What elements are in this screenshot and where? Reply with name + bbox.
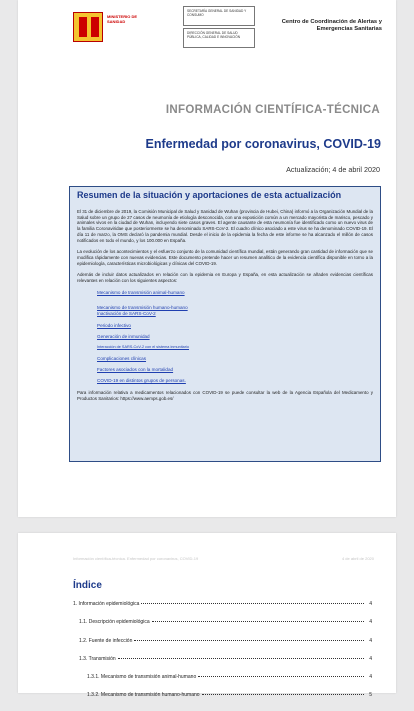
section-title: INFORMACIÓN CIENTÍFICA-TÉCNICA [165, 104, 380, 116]
topic-links [97, 290, 373, 385]
summary-paragraph-1: El 31 de diciembre de 2019, la Comisión Municipal de Salud y Sanidad de Wuhan (provincia de Hubei, China) informó a la Organización Mundial de la Salud sobre un grupo de 27 casos de neumonía de etiología desconocida, con una exposición común a un mercado mayorista de marisco, pescado y animales vivos en la ciudad de Wuhan, incluyendo siete casos graves. El agente causante de esta neumonía fue identificado como un nuevo virus de la familia Coronaviridae que posteriormente se ha denominado SARS-CoV-2. El cuadro clínico asociado a este virus se ha denominado COVID-19. El día 11 de marzo, la OMS declaró la pandemia mundial. Desde el inicio de la epidemia la fecha de este informe se ha alcanzado el millón de casos notificados en todo el mundo, y los 100.000 en España. [77, 209, 373, 243]
centro-title: Centro de Coordinación de Alertas y Emergencias Sanitarias [281, 19, 382, 32]
toc-entry[interactable] [73, 638, 372, 656]
toc-entry-text: 1.1. Descripción epidemiológica [79, 619, 150, 626]
toc-entry-text: 1. Información epidemiológica [73, 601, 140, 607]
link-transmision-animal[interactable]: Mecanismo de transmisión animal-humano [97, 289, 185, 295]
toc-page-number: 4 [369, 619, 372, 626]
link-sistema-inmunitario[interactable]: Interacción de SARS-CoV-2 con el sistema inmunitario [97, 344, 190, 349]
toc-entry-text: 1.2. Fuente de infección [79, 637, 133, 644]
link-transmision-humano[interactable]: Mecanismo de transmisión humano-humano [97, 304, 188, 310]
document-page-1 [18, 0, 396, 517]
toc-entry[interactable] [73, 656, 372, 674]
link-inmunidad[interactable]: Generación de inmunidad [97, 333, 150, 339]
toc-entry-text: 1.3.2. Mecanismo de transmisión humano-humano [87, 692, 200, 699]
toc-leader [118, 658, 364, 659]
toc-leader [152, 621, 364, 622]
summary-box [69, 186, 381, 462]
update-date: Actualización; 4 de abril 2020 [286, 165, 380, 174]
toc-entry[interactable] [73, 601, 372, 619]
toc-leader [134, 640, 364, 641]
link-periodo-infectivo[interactable]: Periodo infectivo [97, 322, 131, 328]
toc-leader [141, 603, 364, 604]
document-page-2 [18, 533, 396, 699]
running-date: 4 de abril de 2020 [341, 556, 374, 561]
summary-paragraph-2: La evolución de los acontecimientos y el esfuerzo conjunto de la comunidad científica mundial, están generando gran cantidad de información que se modifica rápidamente con nuevas evidencias. Este documento pretende hacer un resumen analítico de la evidencia científica disponible en torno a la epidemiología, características microbiológicas y clínicas del COVID-19. [77, 249, 373, 266]
toc-page-number: 4 [369, 655, 372, 662]
summary-paragraph-4: Para información relativa a medicamentos relacionados con COVID-19 se puede consultar la web de la Agencia Española del Medicamento y Productos Sanitarios: https://www.aemps.gob.es/ [77, 390, 373, 401]
toc-page-number: 5 [369, 692, 372, 699]
ministerio-label: MINISTERIO DE SANIDAD [107, 14, 138, 24]
toc-leader [198, 676, 364, 677]
document-title: Enfermedad por coronavirus, COVID-19 [145, 137, 381, 151]
running-header [73, 556, 374, 561]
toc-page-number: 4 [369, 601, 372, 607]
link-complicaciones[interactable]: Complicaciones clínicas [97, 356, 147, 362]
link-inactivacion[interactable]: Inactivación de SARS-CoV-2 [97, 311, 156, 317]
department-box-1: SECRETARÍA GENERAL DE SANIDAD Y CONSUMO [183, 6, 255, 26]
table-of-contents [73, 601, 372, 711]
toc-entry-text: 1.3. Transmisión [79, 655, 116, 662]
link-grupos-personas[interactable]: COVID-19 en distintos grupos de personas. [97, 378, 186, 384]
toc-entry[interactable] [73, 692, 372, 710]
summary-heading: Resumen de la situación y aportaciones de esta actualización [77, 190, 342, 200]
department-box-2: DIRECCIÓN GENERAL DE SALUD PÚBLICA, CALIDAD E INNOVACIÓN [183, 28, 255, 48]
toc-leader [202, 694, 364, 695]
toc-entry[interactable] [73, 674, 372, 692]
toc-entry[interactable] [73, 619, 372, 637]
running-title: Información científica-técnica. Enfermedad por coronavirus, COVID-19 [73, 556, 199, 561]
ministerio-logo [73, 12, 143, 42]
index-heading: Índice [73, 580, 102, 591]
toc-page-number: 4 [369, 637, 372, 644]
summary-paragraph-3: Además de incluir datos actualizados en relación con la epidemia en Europa y España, en esta actualización se añaden evidencias científicas relevantes en relación con los siguientes aspectos: [77, 272, 373, 284]
toc-entry-text: 1.3.1. Mecanismo de transmisión animal-humano [87, 674, 197, 681]
link-mortalidad[interactable]: Factores asociados con la mortalidad [97, 367, 174, 373]
coat-of-arms-icon [73, 12, 103, 42]
toc-page-number: 4 [369, 674, 372, 681]
